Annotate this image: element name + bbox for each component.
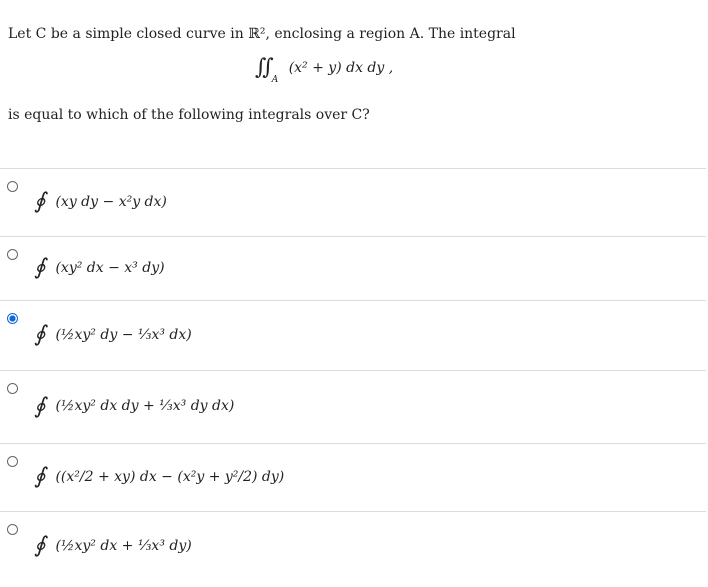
answer-radio[interactable] <box>7 383 18 394</box>
answer-radio[interactable] <box>7 249 18 260</box>
answer-expression <box>34 533 192 558</box>
answer-radio[interactable] <box>7 456 18 467</box>
answer-expression-text: ((x²/2 + xy) dx − (x²y + y²/2) dy) <box>55 468 285 485</box>
answer-option[interactable] <box>0 443 706 512</box>
contour-integral-symbol: ∮ <box>34 189 46 214</box>
answer-radio[interactable] <box>7 313 18 324</box>
integral-region-subscript: A <box>271 74 279 85</box>
answer-expression-text: (½xy² dy − ⅓x³ dx) <box>55 326 192 343</box>
answer-expression-text: (xy dy − x²y dx) <box>55 193 167 210</box>
answer-radio[interactable] <box>7 181 18 192</box>
question-integrand: (x² + y) dx dy , <box>288 59 394 76</box>
contour-integral-symbol: ∮ <box>34 464 46 489</box>
question-integral <box>255 55 394 85</box>
contour-integral-symbol: ∮ <box>34 322 46 347</box>
answer-expression <box>34 189 167 214</box>
answer-expression <box>34 322 192 347</box>
answer-option[interactable] <box>0 511 706 582</box>
contour-integral-symbol: ∮ <box>34 533 46 558</box>
answer-expression <box>34 394 234 419</box>
answer-expression-text: (xy² dx − x³ dy) <box>55 259 165 276</box>
answer-expression <box>34 464 284 489</box>
answer-option[interactable] <box>0 236 706 301</box>
answer-radio[interactable] <box>7 524 18 535</box>
answer-option[interactable] <box>0 300 706 371</box>
question-line-2: is equal to which of the following integrals over C? <box>8 107 370 123</box>
double-integral-symbol: ∬ <box>255 55 274 80</box>
contour-integral-symbol: ∮ <box>34 255 46 280</box>
answer-expression-text: (½xy² dx + ⅓x³ dy) <box>55 537 192 554</box>
answer-expression <box>34 255 165 280</box>
answer-option[interactable] <box>0 370 706 444</box>
answer-option[interactable] <box>0 168 706 237</box>
contour-integral-symbol: ∮ <box>34 393 46 419</box>
answer-expression-text: (½xy² dx dy + ⅓x³ dy dx) <box>55 398 235 414</box>
question-line-1: Let C be a simple closed curve in ℝ², enclosing a region A. The integral <box>8 26 516 42</box>
